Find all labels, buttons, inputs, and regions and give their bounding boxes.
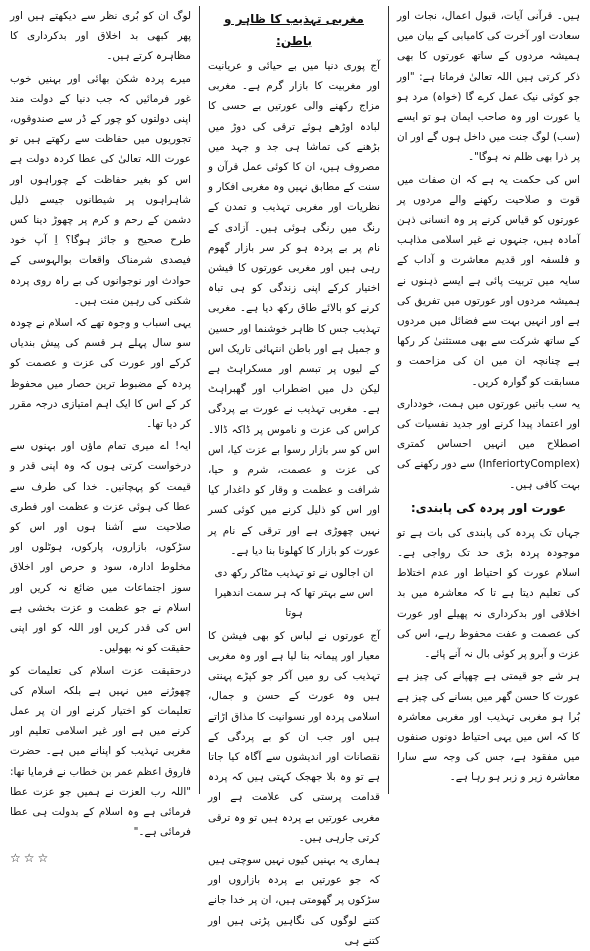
verse: ان اجالوں نے تو تہذیب مٹاکر رکھ دی اس سے بہتر تھا کہ ہر سمت اندھیرا ہوتا: [214, 567, 374, 620]
paragraph: ہماری یہ بہنیں کیوں نہیں سوچتی ہیں کہ جو عورتیں بے پردہ بازاروں اور سڑکوں پر گھومتی ہیں، ان پر خدا جانے کتنے لوگوں کی نگاہیں پڑتی ہیں اور کتنے ہی: [208, 853, 380, 947]
paragraph: لوگ ان کو بُری نظر سے دیکھتے ہیں اور پھر کبھی بد اخلاق اور بدکرداری کا مظاہرہ کرتے ہیں۔: [10, 10, 191, 63]
end-stars: ☆☆☆: [10, 851, 52, 866]
middle-column: [199, 6, 389, 947]
paragraph-text: سے دور رکھنے کی بہت کافی ہیں۔: [397, 458, 580, 491]
paragraph: میرے پردہ شکن بھائی اور بہنیں خوب غور فرمائیں کہ جب دنیا کے دولت مند اپنی دولتوں کو چور کے ڈر سے صندوقوں، تجوریوں میں حفاظت سے رکھتے ہیں تو عورت اللہ تعالیٰ کی عطا کردہ دولت ہے اس کو بغیر حفاظت کے چوراہوں اور شاہراہوں پر شیطانوں جیسے ذلیل دشمن کے رحم و کرم پر چھوڑ دینا کس طرح صحیح و جائز ہوگا؟ اِ آپ خود فیصدی شرمناک واقعات بوالہوسی کے حوادث اور نوجوانوں کی بے راہ روی پردہ شکنی کی رہین منت ہیں۔: [10, 72, 191, 307]
paragraph: ہر شے جو قیمتی ہے چھپانے کی چیز ہے عورت کا حسن گھر میں بسانے کی چیز ہے بُرا ہو مغربی تہذیب اور مغربی معاشرہ کا کہ اس میں یہی احتیاط دونوں صنفوں میں مفقود ہے، جس کی وجہ سے سارا معاشرہ زیر و زبر ہو رہا ہے۔: [397, 670, 580, 784]
paragraph: درحقیقت عزت اسلام کی تعلیمات کو چھوڑنے میں نہیں ہے بلکہ اسلام کی تعلیمات کو اختیار کرنے اور ان پر عمل کرنے میں ہے اور غیر اسلامی تعلیم اور مغربی تہذیب کو اپنانے میں ہے۔ حضرت فاروق اعظم عمر بن خطاب نے فرمایا تھا: "اللہ رب العزت نے ہمیں جو عزت عطا فرمائی ہے وہ اسلام کے بدولت ہی عطا فرمائی ہے۔": [10, 664, 191, 839]
paragraph: یہی اسباب و وجوہ تھے کہ اسلام نے چودہ سو سال پہلے ہر قسم کی پیش بندیاں کرکے اور عورت کی عزت و عصمت کو پردہ کے مضبوط ترین حصار میں محفوظ کر کے اس کا ایک اہم امتیازی درجہ مقرر کر دیا تھا۔: [10, 317, 191, 431]
paragraph: اس کی حکمت یہ ہے کہ ان صفات میں قوت و صلاحیت رکھنے والے مردوں پر عورتوں کو قیاس کرنے پر وہ انسانی ذہن آمادہ ہیں، جنہوں نے غیر اسلامی مذاہب و فلسفہ اور قدیم معاشرت و آداب کے سایہ میں تربیت پائی ہے ایسے ذہنوں نے ہمیشہ مردوں اور عورتوں میں تفریق کی ہے اور انہیں بہت سے فضائل میں مردوں کے ساتھ شرکت سے بھی مستثنیٰ کر رکھا ہے چنانچہ ان میں ان کی مزاحمت و مسابقت کو گوارہ کریں۔: [397, 173, 580, 388]
paragraph: جہاں تک پردہ کی پابندی کی بات ہے تو موجودہ پردہ بڑی حد تک رواجی ہے۔ اسلام عورت کو احتیاط اور عدم اختلاط کی تعلیم دیتا ہے تا کہ معاشرہ میں بد اخلاقی اور بدکرداری نہ پھیلے اور عورت کی عصمت و عفت محفوظ رہے، اس کی عزت و آبرو پر کوئی بال نہ آنے پائے۔: [397, 526, 580, 661]
paragraph-text: یہ سب باتیں عورتوں میں ہمت، خودداری اور اعتماد پیدا کرنے اور جدید نفسیات کی اصطلاح میں انہیں احساس کمتری: [397, 397, 580, 451]
section-heading: عورت اور پردہ کی پابندی:: [410, 500, 567, 515]
paragraph: آج عورتوں نے لباس کو بھی فیشن کا معیار اور پیمانہ بنا لیا ہے اور وہ مغربی تہذیب کی رو میں آکر جو کپڑے پہنتی ہیں وہ عورت کے حسن و جمال، اسلامی پردہ اور نسوانیت کا مذاق اڑاتے ہیں اور جب ان کو بے پردگی کے نقصانات اور اندیشوں سے آگاہ کیا جاتا ہے تو وہ بلا جھجک کہتی ہیں کہ پردہ قدامت پرستی کی علامت ہے اور مغربی عورتیں بے پردہ ہیں تو وہ ترقی کرتی جارہی ہیں۔: [208, 629, 380, 844]
latin-term: (InferiortyComplex): [478, 458, 580, 471]
section-heading: مغربی تہذیب کا ظاہر و باطن:: [224, 12, 364, 48]
paragraph: آج پوری دنیا میں بے حیائی و عریانیت اور مغربیت کا بازار گرم ہے۔ مغربی مزاج رکھنے والی عورتیں بے حسی کا لبادہ اوڑھے ہوئے ترقی کی دوڑ میں بڑھنے کی تماشا ہی جد و جہد میں مصروف ہیں، ان کا کوئی عمل قرآن و سنت کے مطابق نہیں وہ مغربی افکار و نظریات اور مغربی تہذیب و تمدن کے رنگ میں رنگی ہوئی ہیں۔ آزادی کے نام پر بے پردہ ہو کر سر بازار گھوم رہی ہیں اور مغربی عورتوں کا فیشن اختیار کرکے اپنی زندگی کو ہی تباہ کرنے کو بالائے طاق رکھ دیا ہے۔ مغربی تہذیب جس کا ظاہر خوشنما اور حسین و جمیل ہے اور باطن انتہائی تاریک اس کے لیوں پر تبسم اور مسکراہٹ ہے لیکن دل میں اضطراب اور گھبراہٹ ہے۔ مغربی تہذیب نے عورت بے پردگی کراس کی عزت و ناموس پر ڈاکہ ڈالا۔ اس کو سر بازار رسوا بے عزت کیا، اس کی عزت و عصمت، شرم و حیا، شرافت و عظمت و وقار کو داغدار کیا اور اس کو ذلیل کرنے میں کوئی کسر نہیں چھوڑی ہے اور ترقی کے نام پر عورت کو بازار کا کھلونا بنا دیا ہے۔: [208, 60, 380, 557]
paragraph: [397, 394, 580, 495]
paragraph: ہیں۔ قرآنی آیات، قبول اعمال، نجات اور سعادت اور آخرت کی کامیابی کے بیان میں ہمیشہ مردوں کے ساتھ عورتوں کا بھی ذکر کرتی ہیں اللہ تعالیٰ فرماتا ہے: "اور جو کوئی نیک عمل کرے گا (خواہ) مرد ہو یا عورت اور وہ صاحب ایمان ہو تو ایسے (سب) لوگ جنت میں داخل ہوں گے اور ان پر ذرا بھی ظلم نہ ہوگا"۔: [396, 10, 580, 164]
right-column: [389, 6, 582, 794]
left-column: [8, 6, 199, 866]
paragraph: ایہ! اے میری تمام ماؤں اور بہنوں سے درخواست کرتی ہوں کہ وہ اپنی قدر و قیمت کو پہچانیں۔ خدا کی طرف سے عطا کی ہوئی عزت و عظمت اور فطری صلاحیت سے آشنا ہوں اور اس کو سڑکوں، بازاروں، پارکوں، ہوٹلوں اور مخلوط ادارہ، سود و حرص اور اخلاق سوز اجتماعات میں ضائع نہ کریں اور اسلام نے جو عظمت و عزت بخشی ہے اس کی قدر کریں اور اللہ کو اور اپنی حقیقت کو نہ بھولیں۔: [10, 440, 191, 655]
